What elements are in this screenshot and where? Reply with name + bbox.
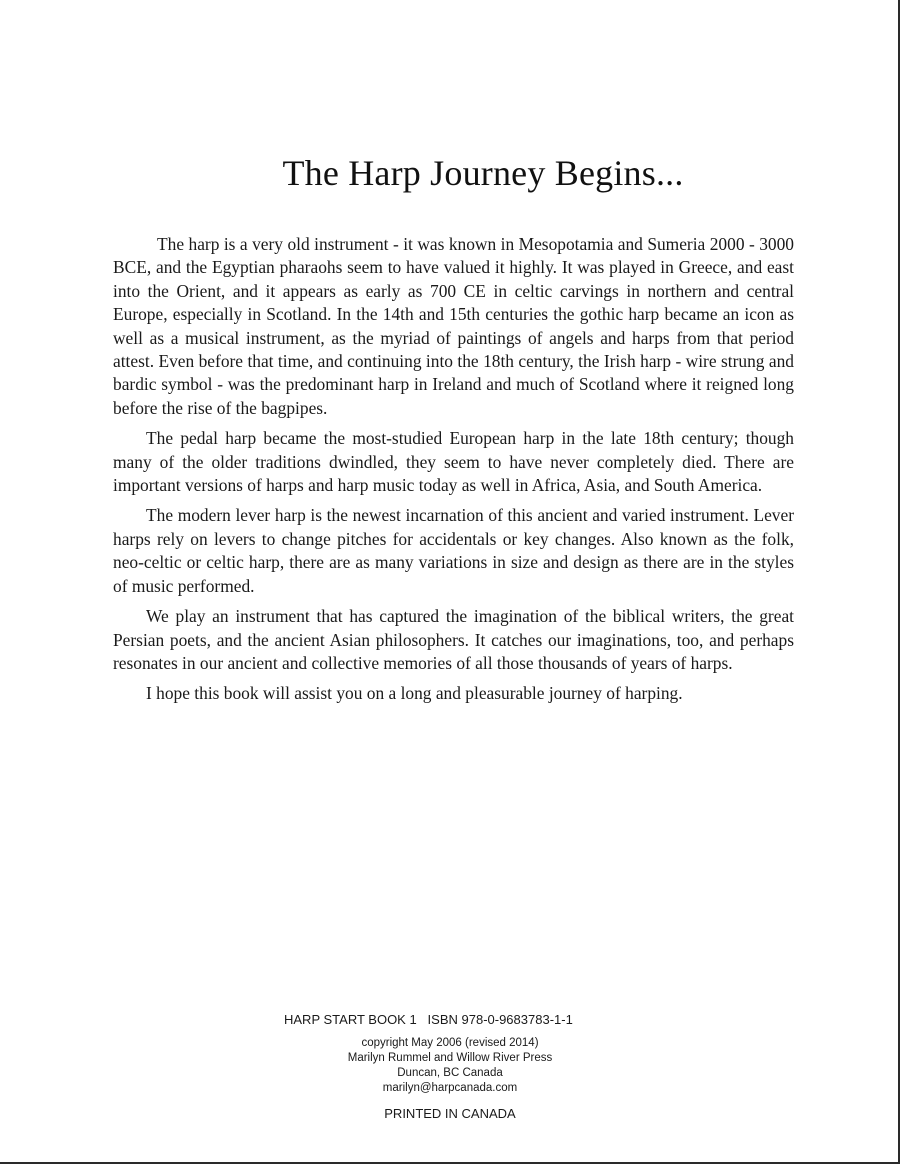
paragraph-closing: I hope this book will assist you on a long and pleasurable journey of harping. bbox=[146, 683, 683, 704]
paragraph-imagination: We play an instrument that has captured the imagination of the biblical writers, the great Persian poets, and the ancient Asian philosophers. It catches our imaginations, too, and perhaps resonates in our ancient and collective memories of all those thousands of years of harps. bbox=[113, 606, 794, 673]
isbn: ISBN 978-0-9683783-1-1 bbox=[427, 1012, 573, 1027]
book-title: HARP START BOOK 1 bbox=[284, 1012, 417, 1027]
paragraph-history: The harp is a very old instrument - it was known in Mesopotamia and Sumeria 2000 - 3000 BCE, and the Egyptian pharaohs seem to have valued it highly. It was played in Greece, and east into the Orient, and it appears as early as 700 CE in celtic carvings in northern and central Europe, especially in Scotland. In the 14th and 15th centuries the gothic harp became an icon as well as a musical instrument, as the myriad of paintings of angels and harps from that period attest. Even before that time, and continuing into the 18th century, the Irish harp - wire strung and bardic symbol - was the predominant harp in Ireland and much of Scotland where it reigned long before the rise of the bagpipes. bbox=[113, 234, 794, 418]
page-title: The Harp Journey Begins... bbox=[282, 153, 684, 193]
isbn-line bbox=[284, 1012, 573, 1027]
email-line: marilyn@harpcanada.com bbox=[382, 1082, 518, 1094]
paragraph-lever-harp: The modern lever harp is the newest incarnation of this ancient and varied instrument. Lever harps rely on levers to change pitches for accidentals or key changes. Also known as the folk, neo-celtic or celtic harp, there are as many variations in size and design as there are in the styles of music performed. bbox=[113, 505, 794, 596]
copyright-line: copyright May 2006 (revised 2014) bbox=[361, 1037, 539, 1049]
location-line: Duncan, BC Canada bbox=[397, 1067, 503, 1079]
publisher-line: Marilyn Rummel and Willow River Press bbox=[347, 1052, 553, 1064]
paragraph-pedal-harp: The pedal harp became the most-studied European harp in the late 18th century; though many of the older traditions dwindled, they seem to have never completely died. There are important versions of harps and harp music today as well in Africa, Asia, and South America. bbox=[113, 428, 794, 496]
printed-line: PRINTED IN CANADA bbox=[384, 1106, 516, 1121]
body-text bbox=[113, 233, 794, 713]
